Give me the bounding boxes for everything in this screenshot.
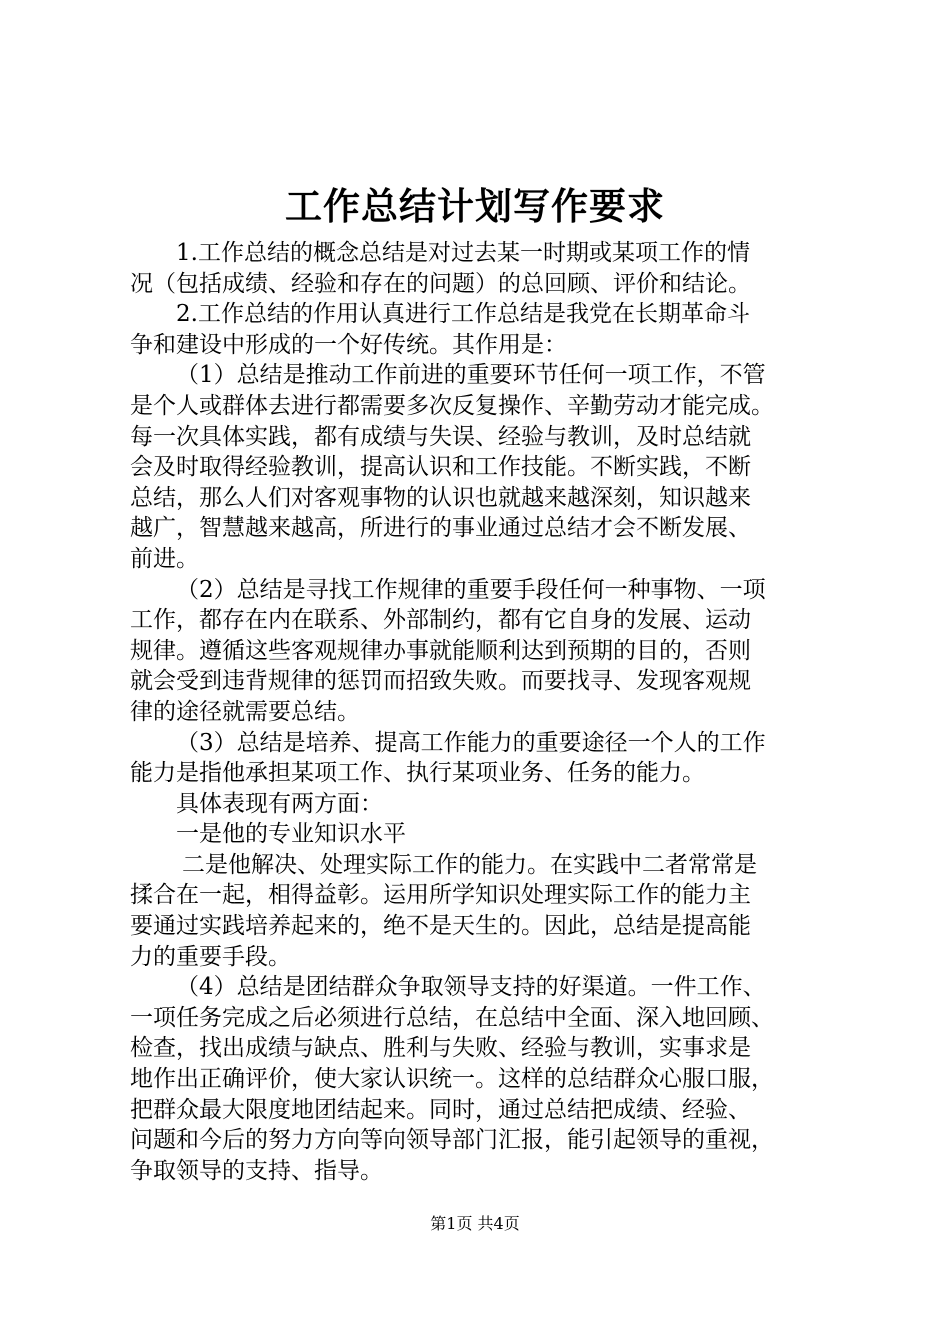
body-line: 问题和今后的努力方向等向领导部门汇报，能引起领导的重视， — [130, 1127, 774, 1154]
body-line: 把群众最大限度地团结起来。同时，通过总结把成绩、经验、 — [130, 1096, 751, 1123]
body-line: 具体表现有两方面： — [176, 790, 383, 817]
body-line: 二是他解决、处理实际工作的能力。在实践中二者常常是 — [182, 851, 757, 878]
document-title: 工作总结计划写作要求 — [285, 185, 665, 228]
body-line: 每一次具体实践，都有成绩与失误、经验与教训，及时总结就 — [130, 423, 751, 450]
page-footer: 第1页 共4页 — [430, 1214, 520, 1233]
body-line: 地作出正确评价，使大家认识统一。这样的总结群众心服口服， — [130, 1066, 774, 1093]
body-line: 会及时取得经验教训，提高认识和工作技能。不断实践，不断 — [130, 454, 751, 481]
body-line: （3）总结是培养、提高工作能力的重要途径一个人的工作 — [176, 729, 766, 756]
body-line: 能力是指他承担某项工作、执行某项业务、任务的能力。 — [130, 760, 705, 787]
body-line: 是个人或群体去进行都需要多次反复操作、辛勤劳动才能完成。 — [130, 392, 774, 419]
body-line: 争和建设中形成的一个好传统。其作用是： — [130, 331, 567, 358]
body-line: 争取领导的支持、指导。 — [130, 1157, 383, 1184]
body-line: 况（包括成绩、经验和存在的问题）的总回顾、评价和结论。 — [130, 270, 751, 297]
body-line: 一是他的专业知识水平 — [176, 821, 406, 848]
body-line: 一项任务完成之后必须进行总结，在总结中全面、深入地回顾、 — [130, 1004, 774, 1031]
body-line: 2.工作总结的作用认真进行工作总结是我党在长期革命斗 — [176, 301, 750, 328]
body-line: 揉合在一起，相得益彰。运用所学知识处理实际工作的能力主 — [130, 882, 751, 909]
body-line: （1）总结是推动工作前进的重要环节任何一项工作，不管 — [176, 362, 766, 389]
body-line: 工作，都存在内在联系、外部制约，都有它自身的发展、运动 — [130, 607, 751, 634]
body-line: 就会受到违背规律的惩罚而招致失败。而要找寻、发现客观规 — [130, 668, 751, 695]
body-line: 1.工作总结的概念总结是对过去某一时期或某项工作的情 — [176, 240, 750, 266]
body-line: 前进。 — [130, 545, 199, 572]
body-line: 要通过实践培养起来的，绝不是天生的。因此，总结是提高能 — [130, 913, 751, 940]
body-line: （2）总结是寻找工作规律的重要手段任何一种事物、一项 — [176, 576, 766, 603]
body-line: 总结，那么人们对客观事物的认识也就越来越深刻，知识越来 — [130, 484, 751, 511]
body-line: （4）总结是团结群众争取领导支持的好渠道。一件工作、 — [176, 974, 766, 1001]
body-line: 规律。遵循这些客观规律办事就能顺利达到预期的目的，否则 — [130, 637, 751, 664]
body-line: 检查，找出成绩与缺点、胜利与失败、经验与教训，实事求是 — [130, 1035, 751, 1062]
body-line: 律的途径就需要总结。 — [130, 698, 360, 725]
document-body — [130, 238, 830, 1186]
body-line: 力的重要手段。 — [130, 943, 291, 970]
body-line: 越广，智慧越来越高，所进行的事业通过总结才会不断发展、 — [130, 515, 751, 542]
